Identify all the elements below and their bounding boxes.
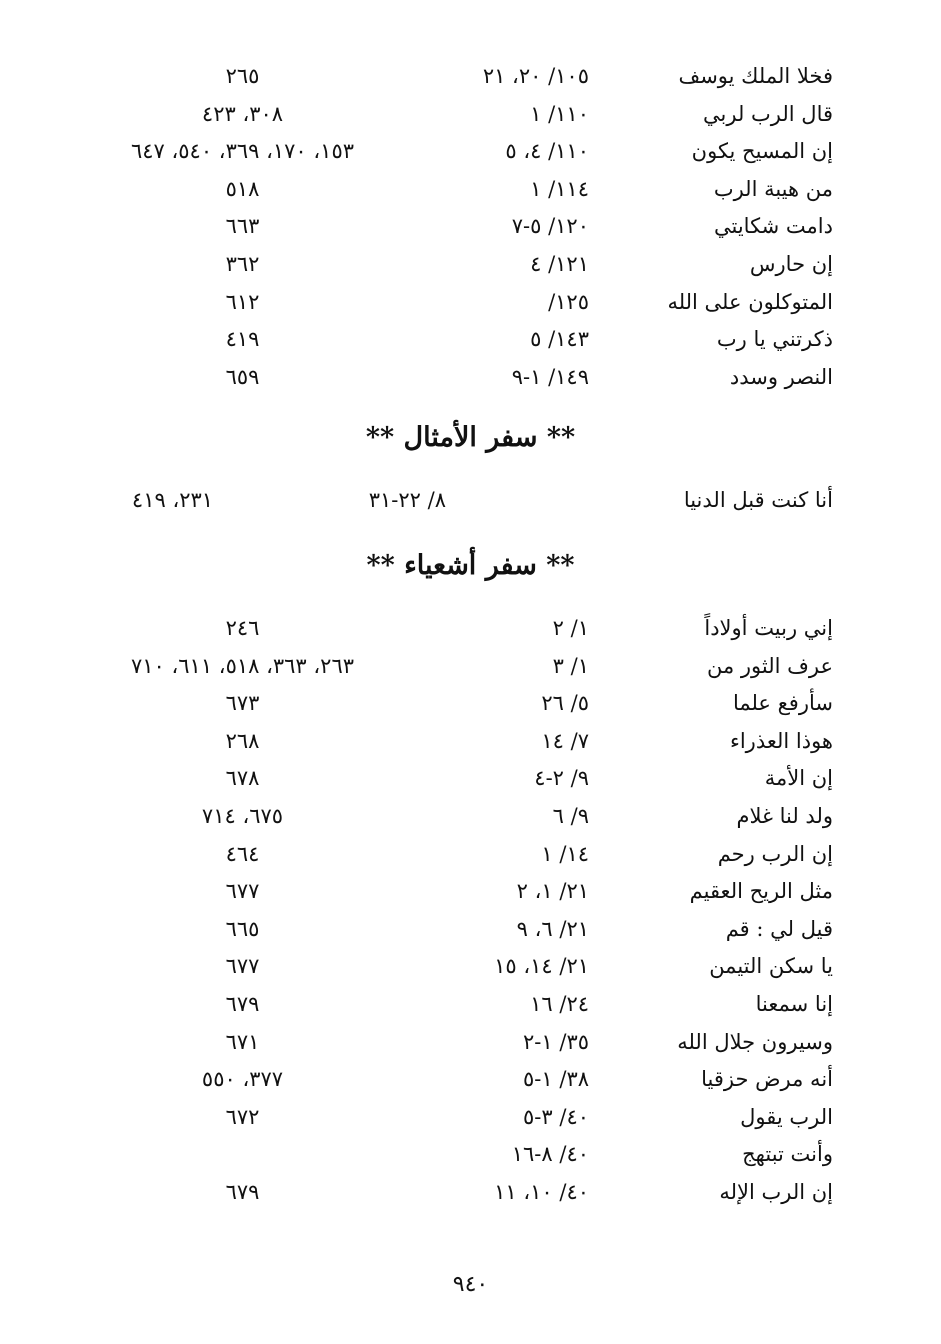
- entry-reference: ١٤٩/ ١-٩: [511, 364, 589, 389]
- entry-title: سأرفع علما: [732, 691, 833, 716]
- entry-pages: ٦٥٩: [225, 364, 260, 389]
- index-row: [0, 948, 941, 986]
- entry-reference: ٨/ ٢٢-٣١: [368, 488, 446, 512]
- entry-title: الرب يقول: [740, 1104, 833, 1129]
- entry-pages: ٦٧٢: [225, 1104, 260, 1129]
- index-row: [0, 1061, 941, 1099]
- index-row: [0, 610, 941, 648]
- entry-title: إن المسيح يكون: [691, 139, 833, 164]
- entry-pages: ٦٧٥، ٧١٤: [201, 803, 284, 828]
- index-row: [0, 1099, 941, 1137]
- entry-pages: ٦٦٥: [225, 916, 260, 941]
- entry-pages: ٦٧٩: [225, 991, 260, 1016]
- entry-title: دامت شكايتي: [713, 214, 833, 239]
- index-row: [0, 911, 941, 949]
- entry-pages: ٤١٩: [225, 327, 260, 352]
- entry-pages: ٢٦٨: [225, 728, 260, 753]
- entry-pages: ٦٧١: [225, 1029, 260, 1054]
- entry-pages: ٢٦٣، ٣٦٣، ٥١٨، ٦١١، ٧١٠: [130, 653, 355, 678]
- entry-reference: ٣٨/ ١-٥: [523, 1067, 589, 1092]
- index-row: [0, 1024, 941, 1062]
- index-row: [0, 760, 941, 798]
- entry-reference: ٧/ ١٤: [541, 728, 589, 753]
- entry-reference: ٩/ ٢-٤: [534, 766, 589, 791]
- index-row: [0, 58, 941, 96]
- entry-reference: ١١٠/ ١: [530, 101, 589, 126]
- index-row: [0, 685, 941, 723]
- entry-title: عرف الثور من: [706, 653, 833, 678]
- entry-pages: ٦٧٧: [225, 879, 260, 904]
- entry-reference: ١٤٣/ ٥: [530, 327, 589, 352]
- entry-pages: ٣٧٧، ٥٥٠: [201, 1067, 284, 1092]
- entry-reference: ٢١/ ١٤، ١٥: [494, 954, 589, 979]
- entry-pages: ٢٦٥: [225, 64, 260, 88]
- entry-reference: ١١٤/ ١: [530, 176, 589, 201]
- index-row: [0, 836, 941, 874]
- entry-title: وسيرون جلال الله: [677, 1029, 833, 1054]
- entry-pages: ٦١٢: [225, 289, 260, 314]
- entry-pages: ٦٦٣: [225, 214, 260, 239]
- entry-title: إن الرب الإله: [719, 1179, 833, 1204]
- entry-reference: ٣٥/ ١-٢: [523, 1029, 589, 1054]
- index-row: [0, 873, 941, 911]
- entry-title: ولد لنا غلام: [736, 803, 833, 828]
- entry-title: هوذا العذراء: [729, 728, 833, 753]
- entry-pages: ٦٧٨: [225, 766, 260, 791]
- entry-pages: ٢٣١، ٤١٩: [131, 488, 214, 512]
- entry-pages: ٦٧٣: [225, 691, 260, 716]
- entry-reference: ١٠٥/ ٢٠، ٢١: [482, 64, 589, 88]
- section-heading-proverbs: ** سفر الأمثال **: [365, 422, 576, 453]
- index-row: [0, 284, 941, 322]
- psalms-index-section: [0, 58, 941, 396]
- entry-reference: ٩/ ٦: [552, 803, 589, 828]
- index-row: [0, 482, 941, 520]
- entry-reference: ٤٠/ ٣-٥: [523, 1104, 589, 1129]
- entry-reference: ١٢٥/: [548, 289, 589, 314]
- entry-pages: ٦٧٧: [225, 954, 260, 979]
- entry-reference: ١/ ٢: [552, 616, 589, 640]
- entry-pages: ١٥٣، ١٧٠، ٣٦٩، ٥٤٠، ٦٤٧: [130, 139, 355, 164]
- entry-title: المتوكلون على الله: [667, 289, 833, 314]
- entry-title: وأنت تبتهج: [742, 1142, 833, 1167]
- index-row: [0, 1174, 941, 1212]
- index-row: [0, 798, 941, 836]
- entry-reference: ٤٠/ ١٠، ١١: [494, 1179, 589, 1204]
- index-row: [0, 133, 941, 171]
- entry-pages: ٦٧٩: [225, 1179, 260, 1204]
- index-row: [0, 96, 941, 134]
- entry-reference: ١٤/ ١: [541, 841, 589, 866]
- entry-title: النصر وسدد: [729, 364, 833, 389]
- entry-title: إن الرب رحم: [717, 841, 833, 866]
- entry-title: إن الأمة: [764, 766, 833, 791]
- entry-reference: ٢٤/ ١٦: [530, 991, 589, 1016]
- entry-title: إني ربيت أولاداً: [704, 616, 833, 640]
- entry-pages: ٥١٨: [225, 176, 260, 201]
- proverbs-index-section: [0, 482, 941, 520]
- page-number: ٩٤٠: [452, 1272, 489, 1297]
- isaiah-index-section: [0, 610, 941, 1212]
- index-row: [0, 986, 941, 1024]
- entry-pages: ٣٠٨، ٤٢٣: [201, 101, 284, 126]
- entry-title: إن حارس: [749, 251, 833, 276]
- entry-pages: ٤٦٤: [225, 841, 260, 866]
- entry-title: قيل لي : قم: [725, 916, 833, 941]
- entry-reference: ١٢٠/ ٥-٧: [511, 214, 589, 239]
- entry-title: أنا كنت قبل الدنيا: [683, 488, 833, 512]
- entry-reference: ١/ ٣: [552, 653, 589, 678]
- index-row: [0, 359, 941, 397]
- entry-reference: ١١٠/ ٤، ٥: [505, 139, 589, 164]
- section-heading-isaiah: ** سفر أشعياء **: [366, 550, 575, 581]
- entry-reference: ٢١/ ٦، ٩: [516, 916, 589, 941]
- entry-title: يا سكن التيمن: [709, 954, 833, 979]
- entry-title: قال الرب لربي: [703, 101, 833, 126]
- index-row: [0, 723, 941, 761]
- entry-pages: ٣٦٢: [225, 251, 260, 276]
- entry-reference: ٥/ ٢٦: [541, 691, 589, 716]
- entry-title: ذكرتني يا رب: [716, 327, 833, 352]
- entry-title: فخلا الملك يوسف: [678, 64, 833, 88]
- index-row: [0, 648, 941, 686]
- index-row: [0, 1136, 941, 1174]
- entry-reference: ٤٠/ ٨-١٦: [511, 1142, 589, 1167]
- entry-reference: ٢١/ ١، ٢: [516, 879, 589, 904]
- index-row: [0, 171, 941, 209]
- index-row: [0, 208, 941, 246]
- entry-title: أنه مرض حزقيا: [701, 1067, 833, 1092]
- index-row: [0, 321, 941, 359]
- entry-title: إنا سمعنا: [755, 991, 833, 1016]
- index-row: [0, 246, 941, 284]
- entry-reference: ١٢١/ ٤: [530, 251, 589, 276]
- entry-pages: ٢٤٦: [225, 616, 260, 640]
- entry-title: من هيبة الرب: [713, 176, 833, 201]
- entry-title: مثل الريح العقيم: [689, 879, 833, 904]
